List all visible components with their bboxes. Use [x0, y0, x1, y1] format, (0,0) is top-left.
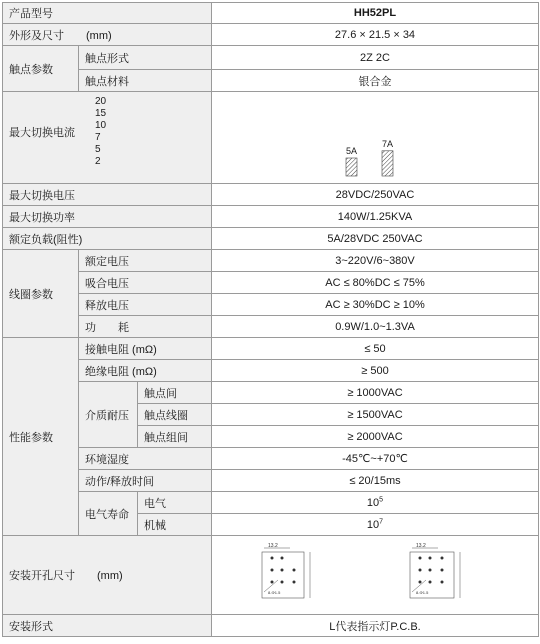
row-max-voltage: [3, 184, 539, 206]
contact-resistance-label: 接触电阻 (mΩ): [79, 338, 212, 360]
model-label: 产品型号: [3, 3, 212, 24]
max-voltage-value: 28VDC/250VAC: [212, 184, 539, 206]
row-coil-pickup: [3, 272, 539, 294]
coil-group-label: 线圈参数: [3, 250, 79, 338]
coil-row-label: 额定电压: [79, 250, 212, 272]
hole-pattern-2z: [262, 543, 310, 598]
hole-dim-top: 13.2: [416, 543, 426, 549]
contact-group-label: 触点参数: [3, 46, 79, 92]
y-tick-label: 15: [95, 108, 107, 119]
life-electrical-label: 电气: [138, 492, 212, 514]
row-max-current: [3, 92, 539, 184]
max-power-value: 140W/1.25KVA: [212, 206, 539, 228]
row-contact-material: [3, 70, 539, 92]
dimensions-label: [3, 24, 212, 46]
mounting-label: 安装形式: [3, 615, 212, 637]
model-value: HH52PL: [212, 3, 539, 24]
action-time-value: ≤ 20/15ms: [212, 470, 539, 492]
max-current-ticks: [3, 92, 212, 180]
contact-material-value: 银合金: [212, 70, 539, 92]
mounting-value: L代表指示灯P.C.B.: [212, 615, 539, 637]
hole-pattern-2c: [410, 543, 460, 598]
rated-load-value: 5A/28VDC 250VAC: [212, 228, 539, 250]
y-tick-label: 10: [95, 120, 107, 131]
dimensions-label-text: 外形及尺寸: [9, 29, 64, 42]
life-mechanical-label: 机械: [138, 514, 212, 536]
coil-row-label: 吸合电压: [79, 272, 212, 294]
coil-row-value: 3~220V/6~380V: [212, 250, 539, 272]
y-tick-label: 5: [95, 144, 101, 155]
bar-2c: [382, 150, 393, 175]
bar-2z: [346, 158, 357, 176]
life-mechanical-value: [212, 514, 539, 536]
row-contact-resistance: [3, 338, 539, 360]
y-tick-label: 2: [95, 156, 101, 167]
mounting-holes-drawings: [212, 536, 539, 615]
life-label: 电气寿命: [79, 492, 138, 536]
contact-form-value: 2Z 2C: [212, 46, 539, 70]
bar-label: 5A: [345, 145, 358, 156]
coil-row-value: 0.9W/1.0~1.3VA: [212, 316, 539, 338]
rated-load-label: 额定负载(阻性): [3, 228, 212, 250]
row-model: [3, 3, 539, 24]
insulation-label: 绝缘电阻 (mΩ): [79, 360, 212, 382]
y-tick-group: [95, 96, 107, 167]
row-max-power: [3, 206, 539, 228]
row-rated-load: [3, 228, 539, 250]
life-electrical-base: 10: [366, 496, 380, 509]
row-action-time: [3, 470, 539, 492]
action-time-label: 动作/释放时间: [79, 470, 212, 492]
row-dielectric-contacts: [3, 382, 539, 404]
hole-dim-bottom: 8-Φ1.5: [416, 590, 429, 595]
dimensions-unit: (mm): [86, 29, 112, 42]
dielectric-row-label: 触点线圈: [138, 404, 212, 426]
hole-dim-top: 13.2: [268, 543, 278, 549]
max-current-chart: [212, 94, 540, 182]
ambient-value: -45℃~+70℃: [212, 448, 539, 470]
contact-resistance-value: ≤ 50: [212, 338, 539, 360]
mounting-holes-svg: [212, 536, 540, 614]
coil-row-value: AC ≥ 30%DC ≥ 10%: [212, 294, 539, 316]
coil-row-label: 功 耗: [79, 316, 212, 338]
contact-form-label: 触点形式: [79, 46, 212, 70]
life-electrical-exp: 5: [379, 495, 384, 503]
hole-dim-bottom: 8-Φ1.5: [268, 590, 281, 595]
row-coil-power: [3, 316, 539, 338]
mounting-holes-unit: (mm): [97, 570, 123, 582]
row-mounting-holes: [3, 536, 539, 615]
dielectric-row-label: 触点间: [138, 382, 212, 404]
row-life-electrical: [3, 492, 539, 514]
max-voltage-label: 最大切换电压: [3, 184, 212, 206]
performance-group-label: 性能参数: [3, 338, 79, 536]
row-contact-form: [3, 46, 539, 70]
row-ambient: [3, 448, 539, 470]
dielectric-row-value: ≥ 1500VAC: [212, 404, 539, 426]
row-coil-rated-voltage: [3, 250, 539, 272]
max-current-label-cell: [3, 92, 212, 184]
bar-label: 7A: [381, 138, 394, 149]
mounting-holes-label: [3, 536, 212, 615]
life-mechanical-exp: 7: [379, 517, 384, 525]
max-power-label: 最大切换功率: [3, 206, 212, 228]
dielectric-row-value: ≥ 2000VAC: [212, 426, 539, 448]
dielectric-row-label: 触点组间: [138, 426, 212, 448]
y-tick-label: 20: [95, 96, 107, 107]
insulation-value: ≥ 500: [212, 360, 539, 382]
dielectric-row-value: ≥ 1000VAC: [212, 382, 539, 404]
row-dimensions: [3, 24, 539, 46]
y-tick-label: 7: [95, 132, 101, 143]
row-coil-release: [3, 294, 539, 316]
life-mechanical-base: 10: [366, 518, 380, 531]
life-electrical-value: [212, 492, 539, 514]
coil-row-label: 释放电压: [79, 294, 212, 316]
dimensions-value: 27.6 × 21.5 × 34: [212, 24, 539, 46]
dielectric-label: 介质耐压: [79, 382, 138, 448]
mounting-holes-label-text: 安装开孔尺寸: [9, 570, 75, 582]
row-insulation: [3, 360, 539, 382]
spec-table: [2, 2, 539, 637]
max-current-chart-cell: [212, 92, 539, 184]
coil-row-value: AC ≤ 80%DC ≤ 75%: [212, 272, 539, 294]
bar-group: [346, 138, 393, 175]
contact-material-label: 触点材料: [79, 70, 212, 92]
ambient-label: 环境湿度: [79, 448, 212, 470]
max-current-label: 最大切换电流: [9, 127, 75, 139]
row-mounting: [3, 615, 539, 637]
